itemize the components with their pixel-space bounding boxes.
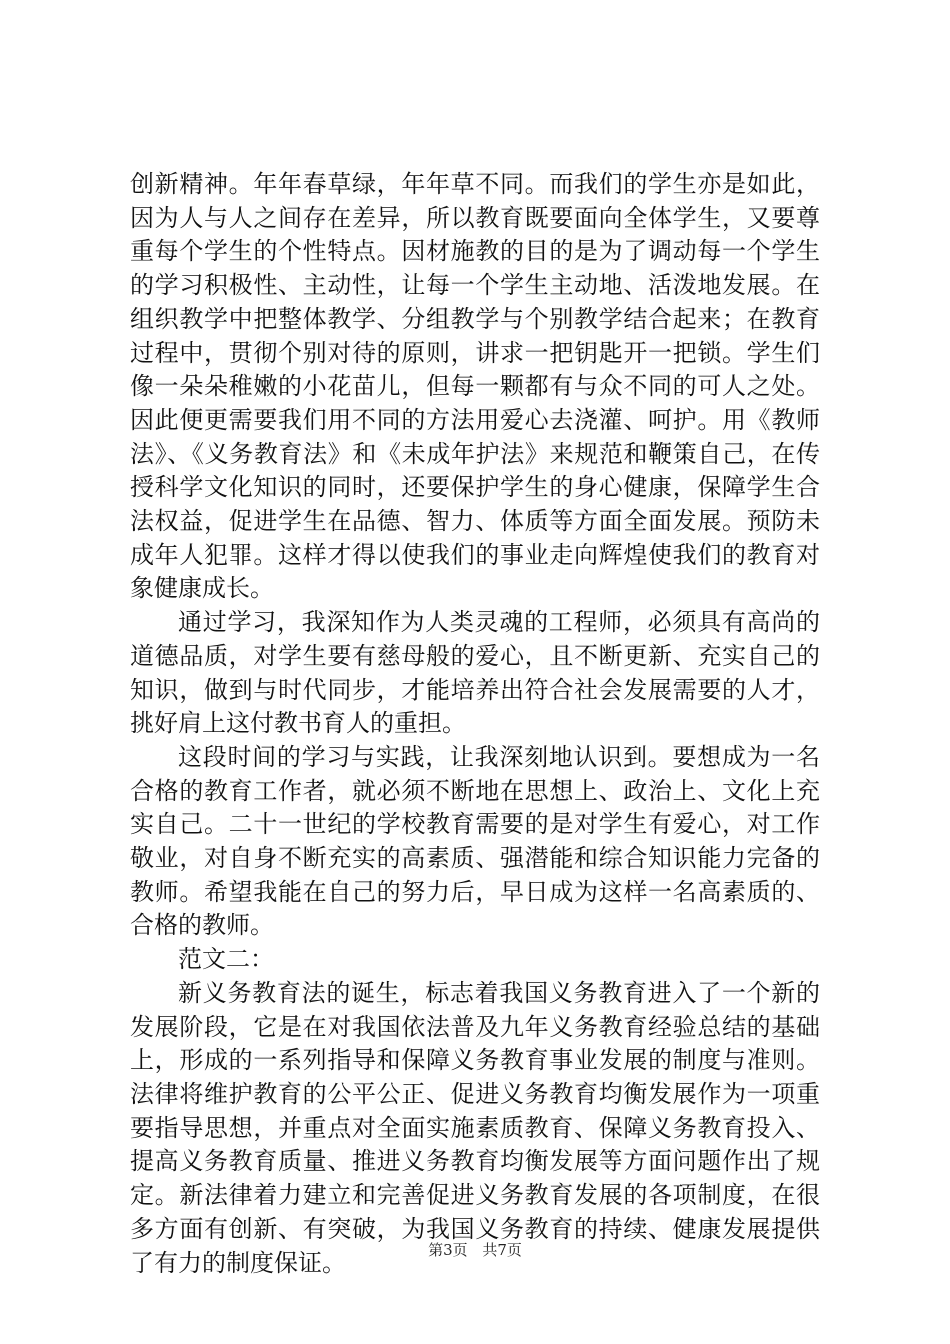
section-heading-sample-two: 范文二：: [178, 945, 274, 974]
paragraph-3: 这段时间的学习与实践，让我深刻地认识到。要想成为一名合格的教育工作者，就必须不断地在思想上、政治上、文化上充实自己。二十一世纪的学校教育需要的是对学生有爱心，对工作敬业，对自身不断充实的高素质、强潜能和综合知识能力完备的教师。希望我能在自己的努力后，早日成为这样一名高素质的、合格的教师。: [130, 742, 820, 940]
page-number-total: 共7页: [482, 1241, 522, 1259]
paragraph-4: 新义务教育法的诞生，标志着我国义务教育进入了一个新的发展阶段，它是在对我国依法普及九年义务教育经验总结的基础上，形成的一系列指导和保障义务教育事业发展的制度与准则。法律将维护教育的公平公正、促进义务教育均衡发展作为一项重要指导思想，并重点对全面实施素质教育、保障义务教育投入、提高义务教育质量、推进义务教育均衡发展等方面问题作出了规定。新法律着力建立和完善促进义务教育发展的各项制度，在很多方面有创新、有突破，为我国义务教育的持续、健康发展提供了有力的制度保证。: [130, 978, 820, 1277]
page-number-current: 第3页: [428, 1241, 468, 1259]
page-footer: [0, 1239, 950, 1260]
document-body: [130, 168, 820, 1280]
paragraph-1: 创新精神。年年春草绿，年年草不同。而我们的学生亦是如此，因为人与人之间存在差异，所以教育既要面向全体学生，又要尊重每个学生的个性特点。因材施教的目的是为了调动每一个学生的学习积极性、主动性，让每一个学生主动地、活泼地发展。在组织教学中把整体教学、分组教学与个别教学结合起来；在教育过程中，贯彻个别对待的原则，讲求一把钥匙开一把锁。学生们像一朵朵稚嫩的小花苗儿，但每一颗都有与众不同的可人之处。因此便更需要我们用不同的方法用爱心去浇灌、呵护。用《教师法》、《义务教育法》和《未成年护法》来规范和鞭策自己，在传授科学文化知识的同时，还要保护学生的身心健康，保障学生合法权益，促进学生在品德、智力、体质等方面全面发展。预防未成年人犯罪。这样才得以使我们的事业走向辉煌使我们的教育对象健康成长。: [130, 170, 820, 603]
paragraph-2: 通过学习，我深知作为人类灵魂的工程师，必须具有高尚的道德品质，对学生要有慈母般的爱心，且不断更新、充实自己的知识，做到与时代同步，才能培养出符合社会发展需要的人才，挑好肩上这付教书育人的重担。: [130, 608, 820, 738]
